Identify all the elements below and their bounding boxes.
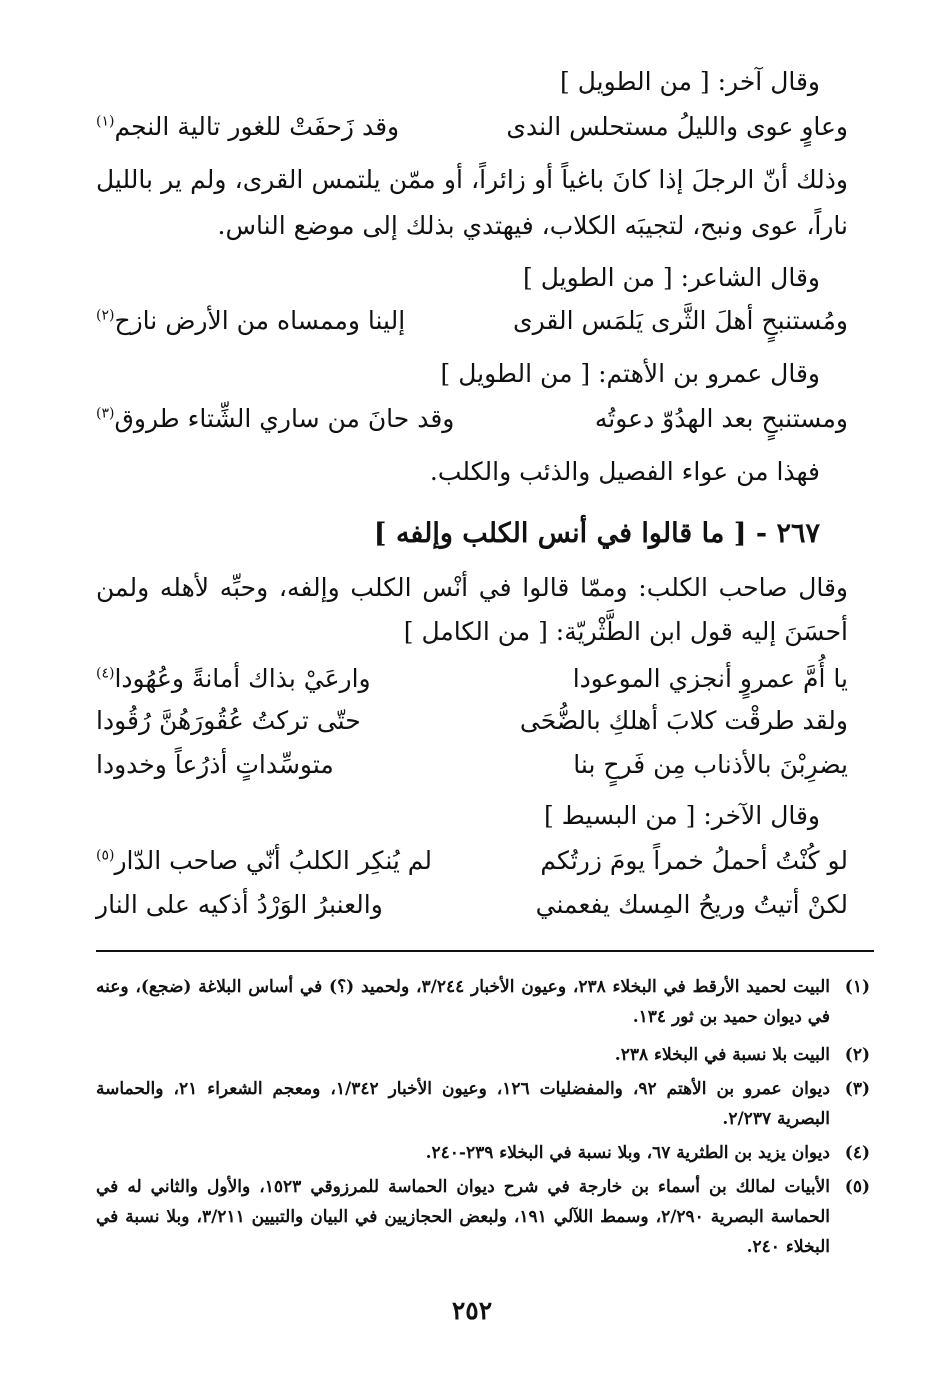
verse-line [96,106,848,148]
footnote-text: ديوان يزيد بن الطثرية ٦٧، وبلا نسبة في البخلاء ٢٣٩-٢٤٠. [425,1143,830,1163]
footnote [96,1138,870,1168]
verse-second-hemistich: وقد زَحفَتْ للغور تالية النجم$^{(١)}$ [96,112,400,141]
verse-first-hemistich: يا أُمَّ عمروٍ أنجزي الموعودا [572,664,848,693]
poem-intro: وقال الشاعر: [ من الطويل ] [523,263,820,292]
footnote-number: (٢) [844,1045,870,1065]
verse-line [96,884,848,926]
verse-second-hemistich: وقد حانَ من ساري الشِّتاء طروق$^{(٣)}$ [96,404,455,433]
footnote-marker: (٥) [96,847,115,864]
poem-intro: وقال عمرو بن الأهتم: [ من الطويل ] [440,359,820,388]
verse-first-hemistich: وعاوٍ عوى والليلُ مستحلس الندى [506,112,848,141]
paragraph-line: وقال صاحب الكلب: وممّا قالوا في أنْس الكلب وإلفه، وحبِّه لأهله ولمن [96,573,848,602]
footnote [96,1074,870,1134]
footnote-text: البيت بلا نسبة في البخلاء ٢٣٨. [614,1045,830,1065]
paragraph-line: وذلك أنّ الرجلَ إذا كانَ باغياً أو زائراً، أو ممّن يلتمس القرى، ولم ير بالليل [96,165,848,194]
footnote-marker: (٤) [96,665,115,682]
footnote-marker: (٢) [96,307,115,324]
verse-line [96,398,848,440]
verse-line [96,840,848,882]
footnote-text: ديوان عمرو بن الأهتم ٩٢، والمفضليات ١٢٦، وعيون الأخبار ١/٣٤٢، ومعجم الشعراء ٢١، والحماسة البصرية ٢/٢٣٧. [96,1079,830,1129]
footnote [96,972,870,1032]
verse-line [96,744,848,786]
poem-intro: وقال آخر: [ من الطويل ] [560,67,820,96]
footnote [96,1040,870,1070]
footnote [96,1172,870,1262]
verse-first-hemistich: لو كُنْتُ أحملُ خمراً يومَ زرتُكم [540,846,848,875]
verse-second-hemistich: وارعَيْ بذاك أمانةً وعُهُودا$^{(٤)}$ [96,664,371,693]
verse-line [96,700,848,742]
poem-intro: وقال الآخر: [ من البسيط ] [543,801,820,830]
page-number: ٢٥٢ [451,1296,493,1325]
verse-line [96,658,848,700]
footnote-text: الأبيات لمالك بن أسماء بن خارجة في شرح ديوان الحماسة للمرزوقي ١٥٢٣، والأول والثاني له في الحماسة البصرية ٢/٢٩٠، وسمط اللآلي ١٩١، ولبعض الحجازيين في البيان والتبيين ٣/٢١١، وبلا نسبة في البخلاء ٢٤٠. [96,1177,831,1257]
verse-first-hemistich: لكنْ أتيتُ وريحُ المِسك يفعمني [535,890,848,919]
verse-first-hemistich: ومُستنبحٍ أهلَ الثَّرى يَلمَس القرى [513,306,848,335]
paragraph-line: أحسَنَ إليه قول ابن الطَّثْريّة: [ من الكامل ] [403,617,848,646]
verse-first-hemistich: ومستنبحٍ بعد الهدُوّ دعوتُه [594,404,848,433]
verse-first-hemistich: يضرِبْنَ بالأذناب مِن فَرحٍ بنا [573,750,848,779]
verse-second-hemistich: لم يُنكِر الكلبُ أنّي صاحب الدّار$^{(٥)}$ [96,846,433,875]
footnote-text: البيت لحميد الأرقط في البخلاء ٢٣٨، وعيون الأخبار ٣/٢٤٤، ولحميد (؟) في أساس البلاغة (ضجع)، وعنه في ديوان حميد بن ثور ١٣٤. [96,977,830,1027]
section-heading: ٢٦٧ - [ ما قالوا في أنس الكلب وإلفه ] [373,518,820,549]
footnote-divider [96,950,874,952]
verse-second-hemistich: حتّى تركتُ عُقُورَهُنَّ رُقُودا [96,706,361,735]
footnote-number: (٣) [844,1079,870,1099]
footnote-marker: (٣) [96,405,115,422]
footnote-number: (٥) [844,1177,870,1197]
verse-second-hemistich: متوسِّداتٍ أذرُعاً وخدودا [96,750,334,779]
footnote-number: (١) [844,977,870,997]
verse-second-hemistich: إلينا وممساه من الأرض نازح$^{(٢)}$ [96,306,406,335]
footnote-marker: (١) [96,113,115,130]
paragraph-line: ناراً، عوى ونبح، لتجيبَه الكلاب، فيهتدي بذلك إلى موضع الناس. [217,211,848,240]
footnote-number: (٤) [844,1143,870,1163]
paragraph-line: فهذا من عواء الفصيل والذئب والكلب. [429,457,820,486]
verse-first-hemistich: ولقد طرقْت كلابَ أهلكِ بالضُّحَى [519,706,848,735]
verse-line [96,300,848,342]
verse-second-hemistich: والعنبرُ الوَرْدُ أذكيه على النار [96,890,383,919]
